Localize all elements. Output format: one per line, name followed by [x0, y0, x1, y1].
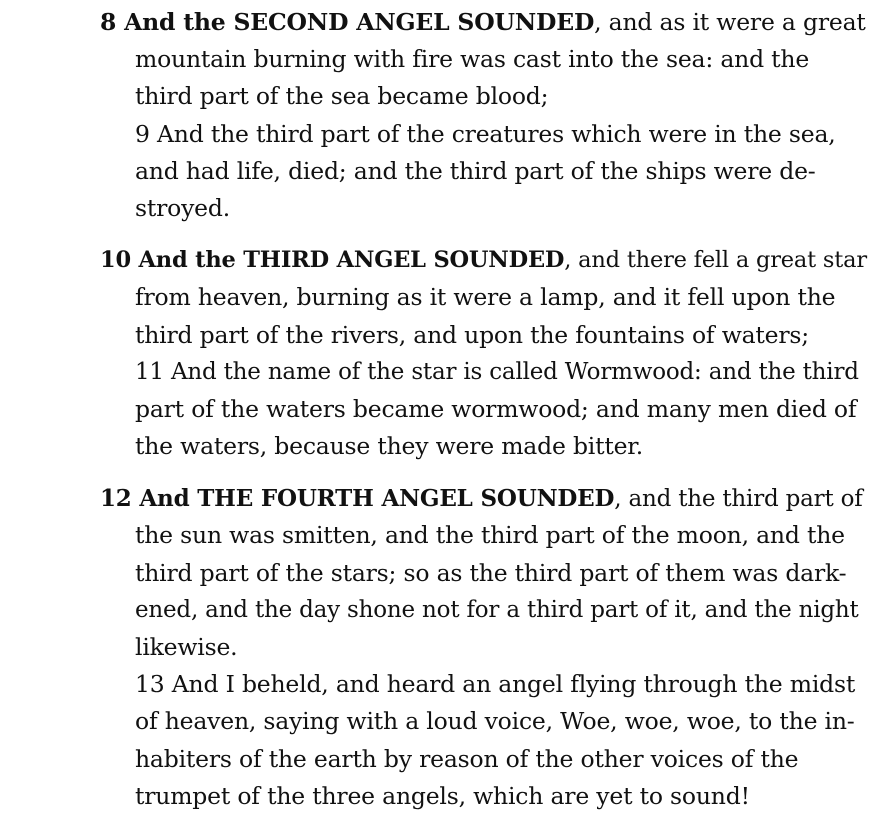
verse-line: the waters, because they were made bitter. [135, 432, 644, 461]
document-page [100, 4, 870, 815]
verse-line: part of the waters became wormwood; and many men died of [135, 394, 857, 423]
verse-line: likewise. [135, 633, 238, 661]
verse-block-8-9 [100, 4, 870, 227]
verse-line: mountain burning with fire was cast into the sea: and the [135, 45, 810, 74]
verse-block-10-11 [100, 242, 870, 465]
verse-line: ened, and the day shone not for a third part of it, and the night [135, 596, 859, 623]
verse-line [100, 242, 870, 279]
verse-line: the sun was smitten, and the third part of the moon, and the [135, 521, 845, 550]
verse-heading: 12 And THE FOURTH ANGEL SOUNDED [100, 485, 615, 513]
verse-heading: 10 And the THIRD ANGEL SOUNDED [100, 247, 565, 274]
verse-line: 13 And I beheld, and heard an angel flying through the midst [135, 670, 856, 699]
verse-line: trumpet of the three angels, which are yet to sound! [135, 781, 750, 810]
verse-line: from heaven, burning as it were a lamp, and it fell upon the [135, 283, 836, 312]
verse-line: habiters of the earth by reason of the other voices of the [135, 744, 799, 773]
verse-line [100, 4, 870, 41]
verse-text: , and there fell a great star [564, 247, 867, 274]
verse-block-12-13 [100, 480, 870, 815]
verse-heading: 8 And the SECOND ANGEL SOUNDED [100, 8, 595, 36]
verse-line: stroyed. [135, 193, 230, 222]
verse-line: third part of the rivers, and upon the fountains of waters; [135, 320, 809, 349]
verse-text: , and the third part of [614, 486, 863, 513]
verse-line: 11 And the name of the star is called Wormwood: and the third [135, 358, 859, 385]
verse-line: third part of the sea became blood; [135, 82, 549, 111]
verse-text: , and as it were a great [594, 8, 866, 36]
verse-line: and had life, died; and the third part of the ships were de- [135, 156, 816, 185]
verse-line [100, 480, 870, 517]
verse-line: of heaven, saying with a loud voice, Woe, woe, woe, to the in- [135, 707, 855, 736]
verse-line: third part of the stars; so as the third part of them was dark- [135, 558, 847, 587]
verse-line: 9 And the third part of the creatures which were in the sea, [135, 119, 836, 148]
